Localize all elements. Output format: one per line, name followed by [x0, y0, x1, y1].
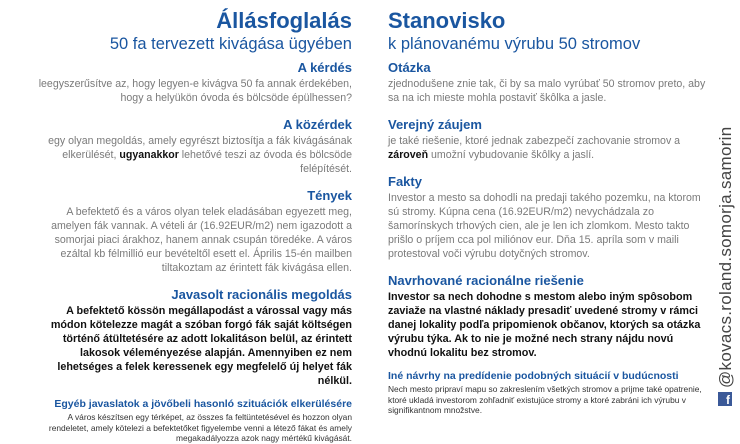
- heading-facts-hu: Tények: [307, 188, 352, 203]
- body-facts-hu: A befektető és a város olyan telek eladásában egyezett meg, amelyen fák vannak. A vételi ár (16.92EUR/m2) nem igazodott a somorjai piaci árakhoz, hanem annak csupán töredéke. A város ezáltal kb félmillió eur bevételtől esett el. Április 15-én mailben tiltakoztam az érintett fák kivágása ellen.: [51, 206, 352, 274]
- heading-public-interest-sk: Verejný záujem: [388, 117, 482, 132]
- subtitle-sk: k plánovanému výrubu 50 stromov: [388, 35, 641, 53]
- heading-facts-sk: Fakty: [388, 174, 422, 189]
- body-solution-sk: Investor sa nech dohodne s mestom alebo iným spôsobom zaviaže na vlastné náklady presadiť uvedené stromy v rámci danej lokality podľa pripomienok občanov, ktorých sa otázka výrubu týka. Ak to nie je možné nech strany nájdu novú vhodnú lokalitu bez stromov.: [388, 291, 701, 359]
- text: egy olyan megoldás, amely egyrészt biztosítja a fák kivágásának elkerülését,: [48, 135, 352, 161]
- body-question-hu: leegyszerűsítve az, hogy legyen-e kivágva 50 fa annak érdekében, hogy a helyükön óvoda és bölcsöde épülhessen?: [38, 78, 352, 104]
- facebook-icon: f: [718, 392, 732, 406]
- hungarian-column: [10, 8, 352, 444]
- text: je také riešenie, ktoré jednak zabezpečí zachovanie stromov a: [388, 135, 681, 147]
- body-other-hu: A város készítsen egy térképet, az összes fa feltüntetésével és hozzon olyan rendeletet, amely kötelezi a befektetőket figyelembe venni a létező fákat és amely megakadályozza azok nagy mértékű kivágását.: [48, 412, 352, 443]
- heading-other-sk: Iné návrhy na predídenie podobných situácií v budúcnosti: [388, 370, 679, 382]
- bold-text: ugyanakkor: [119, 149, 179, 161]
- body-public-interest-hu: [10, 134, 352, 176]
- body-solution-hu: A befektető kössön megállapodást a várossal vagy más módon kötelezze magát a szóban forgó fák saját költségen történő átültetésére az adott lokalitáson belül, az érintett lakosok véleményezése alapján. Amennyiben ez nem lehetséges a felek keressenek egy megfelelő új helyet fák nélkül.: [50, 305, 352, 387]
- body-facts-sk: Investor a mesto sa dohodli na predaji takého pozemku, na ktorom sú stromy. Kúpna cena (16.92EUR/m2) nevychádzala zo šamorínskych trhových cien, ale je len ich zlomkom. Mesto takto prišlo o príjem cca pol miliónov eur. Dňa 15. apríla som v maili protestoval voči výrubu dotyčných stromov.: [388, 192, 701, 260]
- slovak-column: [388, 8, 706, 416]
- heading-other-hu: Egyéb javaslatok a jövőbeli hasonló szituációk elkerülésére: [54, 398, 352, 410]
- heading-solution-hu: Javasolt racionális megoldás: [171, 287, 352, 302]
- body-public-interest-sk: [388, 134, 706, 162]
- heading-question-hu: A kérdés: [297, 60, 352, 75]
- bold-text: zároveň: [388, 149, 429, 161]
- heading-solution-sk: Navrhované racionálne riešenie: [388, 273, 584, 288]
- heading-question-sk: Otázka: [388, 60, 431, 75]
- page-title-sk: Stanovisko: [388, 8, 506, 33]
- social-handle: @kovacs.roland.somorja.samorin: [716, 126, 735, 388]
- page-title-hu: Állásfoglalás: [216, 8, 352, 33]
- text: umožní vybudovanie škôlky a jaslí.: [428, 149, 595, 161]
- subtitle-hu: 50 fa tervezett kivágása ügyében: [109, 35, 352, 53]
- text: lehetővé teszi az óvoda és bölcsöde felépítését.: [178, 149, 352, 175]
- body-other-sk: Nech mesto pripraví mapu so zakreslením všetkých stromov a prijme také opatrenie, ktoré ukladá investorom zohľadniť existujúce stromy a ktoré zabráni ich výrubu v signifikantnom množstve.: [388, 384, 702, 415]
- heading-public-interest-hu: A közérdek: [283, 117, 352, 132]
- body-question-sk: zjednodušene znie tak, či by sa malo vyrúbať 50 stromov preto, aby sa na ich mieste mohla postaviť škôlka a jasle.: [388, 78, 706, 104]
